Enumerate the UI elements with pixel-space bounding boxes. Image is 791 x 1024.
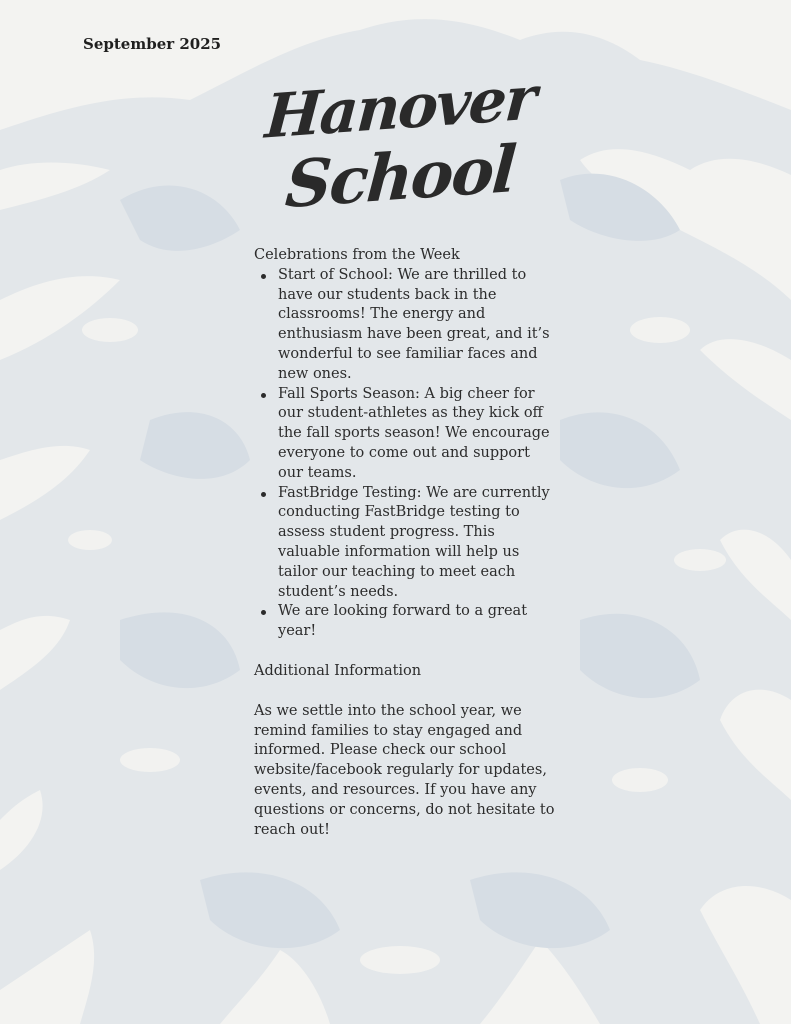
additional-heading: Additional Information <box>254 662 422 679</box>
school-title <box>260 63 540 224</box>
newsletter-date: September 2025 <box>83 35 222 53</box>
celebrations-list <box>254 266 556 642</box>
newsletter-content <box>254 246 556 840</box>
spacer <box>254 682 556 702</box>
list-item: We are looking forward to a great year! <box>278 602 556 642</box>
celebrations-heading: Celebrations from the Week <box>254 247 460 263</box>
list-item: FastBridge Testing: We are currently conducting FastBridge testing to assess student progress. This valuable information will help us tailor our teaching to meet each student’s needs. <box>278 484 556 603</box>
list-item: Fall Sports Season: A big cheer for our student-athletes as they kick off the fall sports season! We encourage everyone to come out and support our teams. <box>278 385 556 484</box>
spacer <box>254 642 556 662</box>
additional-body: As we settle into the school year, we remind families to stay engaged and informed. Please check our school website/facebook regularly for updates, events, and resources. If you have any questions or concerns, do not hesitate to reach out! <box>254 702 555 838</box>
school-title-line2: School <box>282 131 518 224</box>
list-item: Start of School: We are thrilled to have our students back in the classrooms! The energy and enthusiasm have been great, and it’s wonderful to see familiar faces and new ones. <box>278 266 556 385</box>
school-title-line1: Hanover <box>262 63 538 153</box>
